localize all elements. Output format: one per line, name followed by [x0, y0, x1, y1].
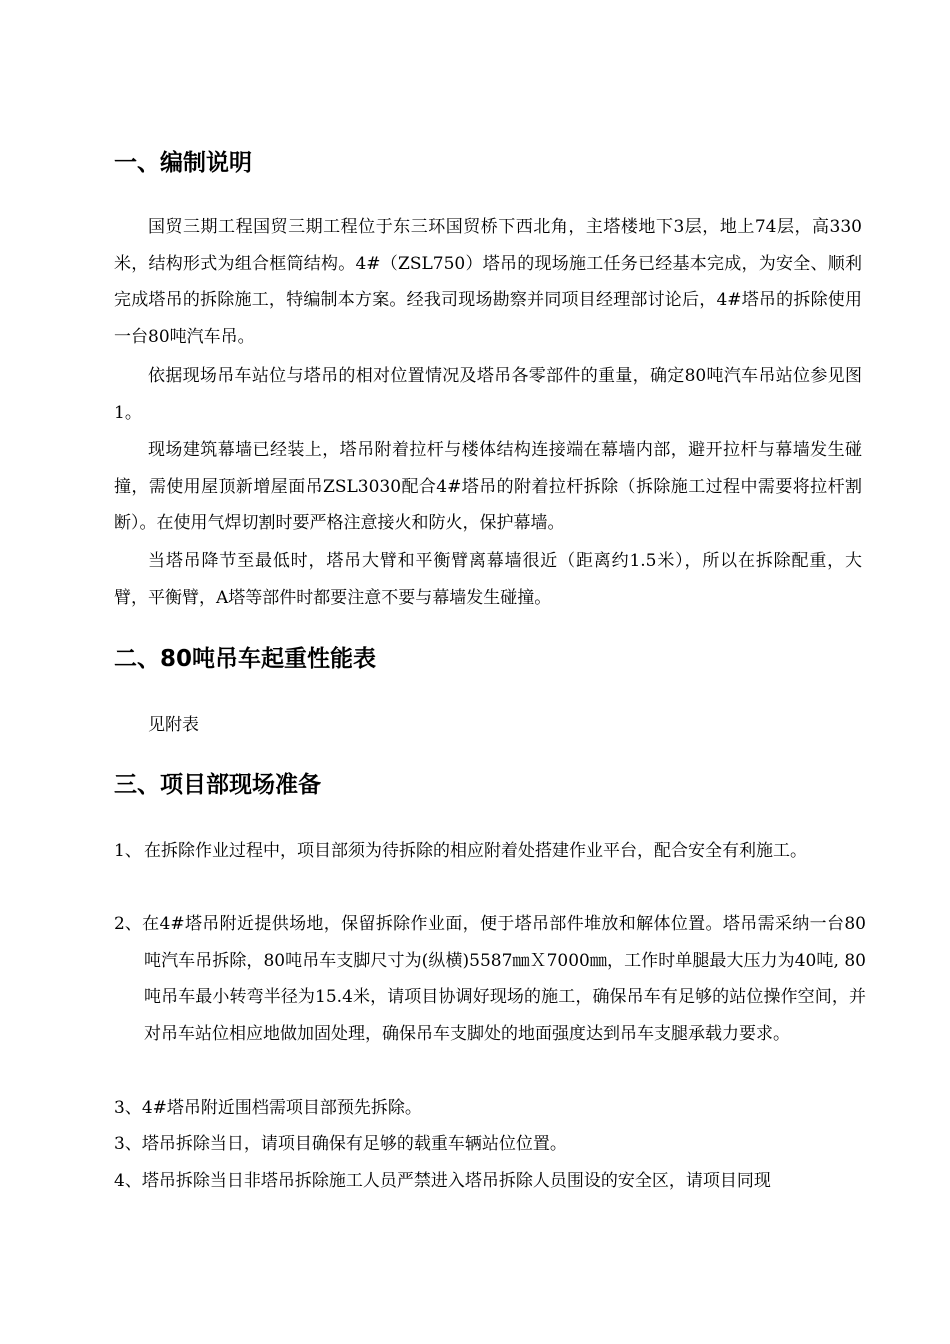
- list-item-text: 塔吊拆除当日，请项目确保有足够的载重车辆站位位置。: [141, 1134, 567, 1154]
- list-item: [114, 1090, 866, 1127]
- list-item-number: 2、: [114, 914, 142, 934]
- list-item-text: 塔吊拆除当日非塔吊拆除施工人员严禁进入塔吊拆除人员围设的安全区，请项目同现: [141, 1171, 771, 1191]
- list-item-number: 4、: [114, 1171, 142, 1191]
- paragraph-see-appendix: 见附表: [148, 715, 199, 735]
- list-item-text: 在4#塔吊附近提供场地，保留拆除作业面，便于塔吊部件堆放和解体位置。塔吊需采纳一台80吨汽车吊拆除，80吨吊车支脚尺寸为(纵横)5587㎜Ｘ7000㎜，工作时单腿最大压力为40吨, 80吨吊车最小转弯半径为15.4米，请项目协调好现场的施工，确保吊车有足够的站位操作空间，并对吊车站位相应地做加固处理，确保吊车支脚处的地面强度达到吊车支腿承载力要求。: [141, 914, 866, 1044]
- list-item: [114, 1163, 866, 1200]
- list-item-text: 在拆除作业过程中，项目部须为待拆除的相应附着处搭建作业平台，配合安全有利施工。: [144, 841, 807, 861]
- list-item-number: 3、: [114, 1134, 142, 1154]
- paragraph-4: 当塔吊降节至最低时，塔吊大臂和平衡臂离幕墙很近（距离约1.5米），所以在拆除配重，大臂，平衡臂，A塔等部件时都要注意不要与幕墙发生碰撞。: [114, 551, 862, 608]
- list-item: [114, 906, 866, 1052]
- list-item-number: 3、: [114, 1098, 142, 1118]
- paragraph-1: 国贸三期工程国贸三期工程位于东三环国贸桥下西北角，主塔楼地下3层，地上74层，高330米，结构形式为组合框筒结构。4#（ZSL750）塔吊的现场施工任务已经基本完成，为安全、顺利完成塔吊的拆除施工，特编制本方案。经我司现场勘察并同项目经理部讨论后，4#塔吊的拆除使用一台80吨汽车吊。: [114, 217, 862, 347]
- paragraph-3: 现场建筑幕墙已经装上，塔吊附着拉杆与楼体结构连接端在幕墙内部，避开拉杆与幕墙发生碰撞，需使用屋顶新增屋面吊ZSL3030配合4#塔吊的附着拉杆拆除（拆除施工过程中需要将拉杆割断）。在使用气焊切割时要严格注意接火和防火，保护幕墙。: [114, 440, 862, 533]
- list-item: [114, 833, 866, 870]
- section-heading-3: 三、项目部现场准备: [114, 772, 321, 798]
- list-item: [114, 1126, 866, 1163]
- paragraph-2: 依据现场吊车站位与塔吊的相对位置情况及塔吊各零部件的重量，确定80吨汽车吊站位参见图1。: [114, 366, 862, 423]
- list-item-number: 1、: [114, 841, 142, 861]
- list-item-text: 4#塔吊附近围档需项目部预先拆除。: [141, 1098, 422, 1118]
- section-heading-1: 一、编制说明: [114, 150, 252, 176]
- section-heading-2: 二、80吨吊车起重性能表: [114, 646, 377, 672]
